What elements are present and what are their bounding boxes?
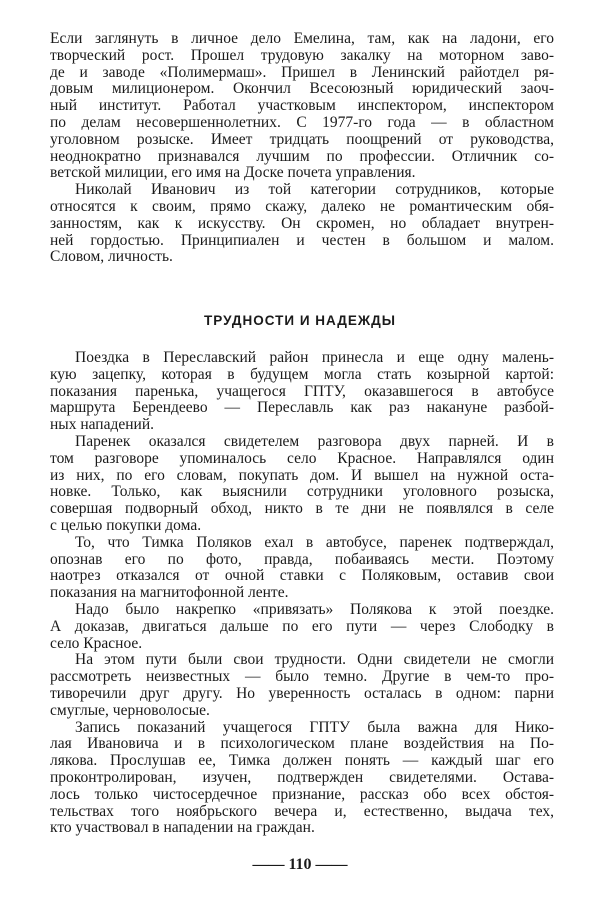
text-line: показания паренька, учащегося ГПТУ, оказавшегося в автобусе [50,382,554,400]
text-line: показания на магнитофонной ленте. [50,584,289,602]
paragraph [50,652,554,719]
text-line: Надо было накрепко «привязать» Полякова к этой поездке. [75,600,554,618]
text-line: лая Ивановича и в психологическом плане воздействия на По- [50,735,554,753]
text-line: лякова. Прослушав ее, Тимка должен понять — каждый шаг его [50,752,554,770]
paragraph [50,182,554,266]
text-line: относятся к своим, прямо скажу, далеко не романтическим обя- [50,197,554,215]
paragraph [50,720,554,838]
text-line: рассмотреть неизвестных — было темно. Другие в чем-то про- [50,668,554,686]
chapter-heading: ТРУДНОСТИ И НАДЕЖДЫ [204,313,396,328]
text-line: лось только чистосердечное признание, рассказ обо всех обстоя- [50,785,554,803]
text-line: проконтролирован, изучен, подтвержден свидетелями. Остава- [50,768,554,786]
text-line: из них, по его словам, покупать дом. И вышел на нужной оста- [50,466,554,484]
paragraph [50,350,554,434]
text-line: ней гордостью. Принципиален и честен в большом и малом. [50,231,554,249]
page-number: —— 110 —— [252,856,348,873]
section-text-top [50,31,554,266]
text-line: А доказав, двигаться дальше по его пути — через Слободку в [50,617,554,635]
text-line: ных нападений. [50,416,155,434]
text-line: Словом, личность. [50,248,173,266]
text-line: село Красное. [50,634,143,652]
text-line: ный институт. Работал участковым инспектором, инспектором [50,97,554,115]
section-text-main [50,350,554,837]
text-line: смуглые, черноволосые. [50,701,210,719]
text-line: Если заглянуть в личное дело Емелина, там, как на ладони, его [50,30,554,47]
text-line: опознав его по фото, правда, побаиваясь мести. Поэтому [50,550,554,568]
text-line: На этом пути были свои трудности. Одни свидетели не смогли [75,651,554,669]
paragraph [50,31,554,182]
text-line: кую зацепку, которая в будущем могла стать козырной картой: [50,365,554,383]
text-line: творческий рост. Прошел трудовую закалку на моторном заво- [50,46,554,64]
text-line: новке. Только, как выяснили сотрудники уголовного розыска, [50,483,554,501]
text-line: Николай Иванович из той категории сотрудников, которые [75,181,554,199]
text-line: совершая подворный обход, никто в те дни не появлялся в селе [50,500,554,518]
text-line: Поездка в Переславский район принесла и еще одну малень- [75,349,554,366]
text-line: То, что Тимка Поляков ехал в автобусе, паренек подтверждал, [75,533,554,551]
text-line: тельствах того ноябрьского вечера и, естественно, выдача тех, [50,802,554,820]
text-line: наотрез отказался от очной ставки с Поляковым, оставив свои [50,567,554,585]
text-line: том разговоре упоминалось село Красное. Направлялся один [50,449,554,467]
text-line: тиворечили друг другу. Но уверенность осталась в одном: парни [50,684,554,702]
text-line: довым милиционером. Окончил Всесоюзный юридический заоч- [50,80,554,98]
text-line: уголовном розыске. Имеет тридцать поощрений от руководства, [50,130,554,148]
text-line: де и заводе «Полимермаш». Пришел в Ленинский райотдел ря- [50,63,554,81]
text-line: Запись показаний учащегося ГПТУ была важна для Нико- [75,718,554,736]
text-line: кто участвовал в нападении на граждан. [50,819,315,837]
text-line: по делам несовершеннолетних. С 1977-го года — в областном [50,113,554,131]
paragraph [50,602,554,652]
paragraph [50,535,554,602]
text-line: маршрута Берендеево — Переславль как раз накануне разбой- [50,399,554,417]
text-line: Паренек оказался свидетелем разговора двух парней. И в [75,432,554,450]
paragraph [50,434,554,535]
text-line: ветской милиции, его имя на Доске почета управления. [50,164,416,182]
text-line: с целью покупки дома. [50,516,202,534]
text-line: неоднократно признавался лучшим по профессии. Отличник со- [50,147,554,165]
text-line: занностям, как к искусству. Он скромен, но обладает внутрен- [50,214,554,232]
